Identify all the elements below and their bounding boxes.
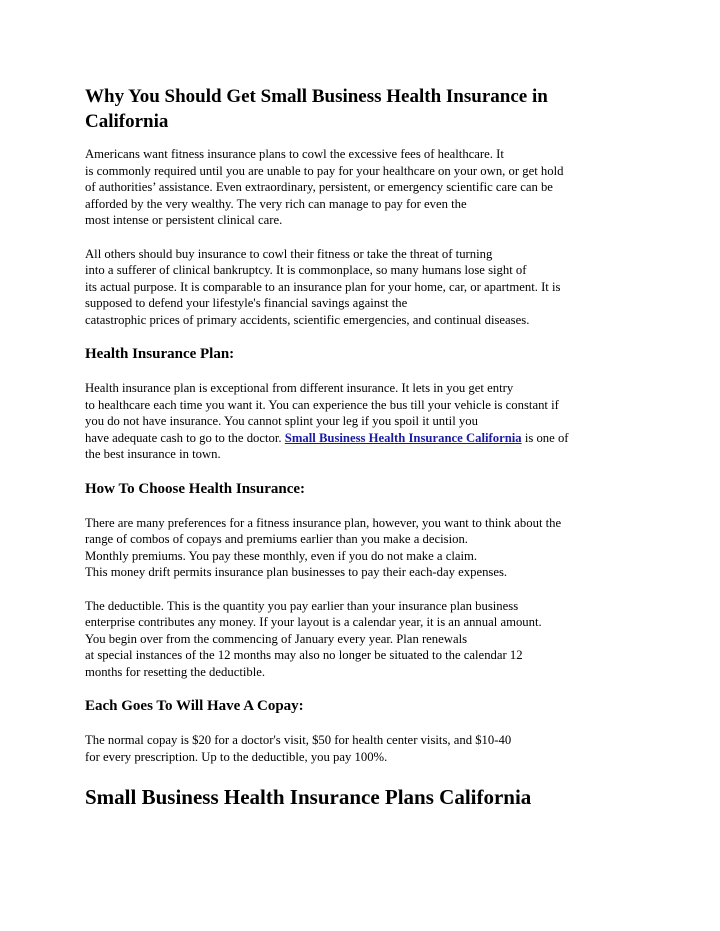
- section-heading-how-to-choose: How To Choose Health Insurance:: [85, 480, 306, 497]
- text-line: Monthly premiums. You pay these monthly, even if you do not make a claim.: [85, 548, 478, 563]
- text-line: The normal copay is $20 for a doctor's visit, $50 for health center visits, and $10-40: [85, 733, 512, 747]
- copay-paragraph: [85, 732, 645, 765]
- text-line: for every prescription. Up to the deductible, you pay 100%.: [85, 749, 388, 764]
- small-business-health-insurance-link[interactable]: Small Business Health Insurance California: [284, 430, 522, 445]
- text-line: catastrophic prices of primary accidents, scientific emergencies, and continual diseases.: [85, 312, 530, 327]
- text-line: range of combos of copays and premiums earlier than you make a decision.: [85, 532, 468, 546]
- text-line-with-link: [85, 430, 645, 447]
- text-line: at special instances of the 12 months may also no longer be situated to the calendar 12: [85, 648, 523, 662]
- text-line: its actual purpose. It is comparable to an insurance plan for your home, car, or apartment. It is: [85, 279, 561, 294]
- text-line: You begin over from the commencing of January every year. Plan renewals: [85, 631, 468, 646]
- document-page: [85, 84, 645, 810]
- text-line: All others should buy insurance to cowl their fitness or take the threat of turning: [85, 246, 493, 261]
- text-line: afforded by the very wealthy. The very rich can manage to pay for even the: [85, 196, 467, 211]
- text-line: enterprise contributes any money. If your layout is a calendar year, it is an annual amount.: [85, 615, 542, 629]
- how-to-choose-paragraph-2: [85, 598, 645, 681]
- health-insurance-plan-paragraph: [85, 380, 645, 463]
- title-line: Why You Should Get Small Business Health Insurance in: [85, 86, 548, 107]
- text-line: supposed to defend your lifestyle's financial savings against the: [85, 296, 408, 310]
- text-line: of authorities’ assistance. Even extraordinary, persistent, or emergency scientific care can be: [85, 180, 553, 194]
- text-line: The deductible. This is the quantity you pay earlier than your insurance plan business: [85, 598, 519, 613]
- text-fragment: have adequate cash to go to the doctor.: [85, 430, 285, 445]
- text-line: into a sufferer of clinical bankruptcy. It is commonplace, so many humans lose sight of: [85, 263, 527, 277]
- title-line: California: [85, 111, 169, 132]
- section-heading-health-insurance-plan: Health Insurance Plan:: [85, 346, 235, 362]
- intro-paragraph-2: [85, 246, 645, 329]
- bottom-title: Small Business Health Insurance Plans California: [85, 785, 532, 809]
- text-line: you do not have insurance. You cannot splint your leg if you spoil it until you: [85, 414, 478, 428]
- text-line: There are many preferences for a fitness insurance plan, however, you want to think about the: [85, 515, 562, 530]
- document-title: [85, 84, 645, 134]
- text-line: Health insurance plan is exceptional from different insurance. It lets in you get entry: [85, 381, 514, 395]
- section-heading-copay: Each Goes To Will Have A Copay:: [85, 698, 304, 714]
- intro-paragraph-1: [85, 146, 645, 229]
- text-line: Americans want fitness insurance plans to cowl the excessive fees of healthcare. It: [85, 147, 504, 161]
- text-line: This money drift permits insurance plan businesses to pay their each-day expenses.: [85, 565, 508, 579]
- how-to-choose-paragraph-1: [85, 515, 645, 581]
- text-line: to healthcare each time you want it. You can experience the bus till your vehicle is constant if: [85, 397, 559, 412]
- text-line: is commonly required until you are unable to pay for your healthcare on your own, or get hold: [85, 163, 564, 178]
- text-line: months for resetting the deductible.: [85, 664, 266, 679]
- text-line: most intense or persistent clinical care.: [85, 213, 283, 227]
- text-line: the best insurance in town.: [85, 447, 221, 461]
- text-fragment: is one of: [521, 430, 569, 445]
